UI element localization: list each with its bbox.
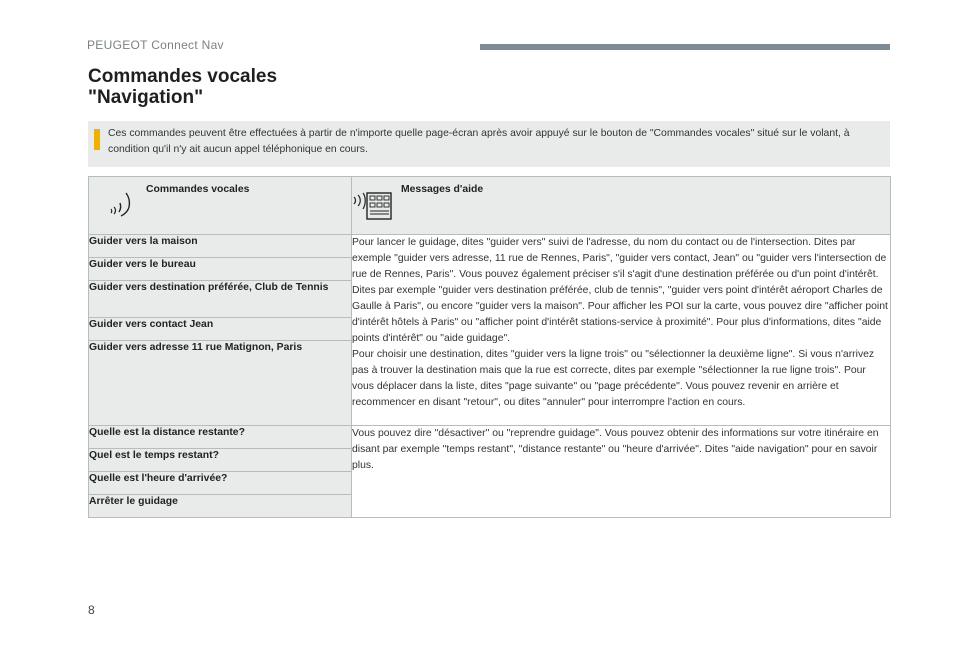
info-note (88, 121, 890, 167)
voice-command-icon (109, 189, 137, 224)
help-cell-route-info: Vous pouvez dire "désactiver" ou "reprendre guidage". Vous pouvez obtenir des informations sur votre itinéraire en disant par exemple "temps restant", "distance restante" ou "heure d'arrivée". Dites "aide navigation" pour en savoir plus. (352, 426, 891, 518)
command-cell: Quelle est la distance restante? (89, 426, 352, 449)
column-header-commands (89, 177, 352, 235)
header-bar (480, 44, 890, 50)
page-number: 8 (88, 603, 95, 617)
voice-help-screen-icon (351, 187, 395, 226)
column-header-help (352, 177, 891, 235)
command-cell: Guider vers le bureau (89, 258, 352, 281)
help-text-guidance: Pour lancer le guidage, dites "guider vers" suivi de l'adresse, du nom du contact ou de l'intersection. Dites par exemple "guider vers adresse, 11 rue de Rennes, Paris", "guider vers contact, Jean" ou "guider vers l'intersection de rue de Rennes, Paris". Vous pouvez également préciser s'il s'agit d'une destination préférée ou d'un point d'intérêt. Dites par exemple "guider vers destination préférée, club de tennis", "guider vers point d'intérêt aéroport Charles de Gaulle à Paris", ou encore "guider vers la maison". Pour afficher les POI sur la carte, vous pouvez dire "afficher point d'intérêt hôtels à Paris" ou "afficher point d'intérêt stations-service à proximité". Pour plus d'informations, dites "aide points d'intérêt" ou "aide guidage". (352, 237, 888, 344)
help-text-selection: Pour choisir une destination, dites "guider vers la ligne trois" ou "sélectionner la deuxième ligne". Si vous n'arrivez pas à trouver la destination mais que la rue est correcte, dites par exemple "sélectionner la rue ligne trois". Pour vous déplacer dans la liste, dites "page suivante" ou "page précédente". Vous pouvez revenir en arrière et recommencer en disant "retour", ou dites "annuler" pour interrompre l'action en cours. (352, 349, 875, 408)
command-cell: Guider vers la maison (89, 235, 352, 258)
page-title-line-2: "Navigation" (88, 87, 204, 108)
brand-label: PEUGEOT Connect Nav (87, 38, 224, 52)
command-cell: Guider vers destination préférée, Club de Tennis (89, 281, 352, 318)
page-title (88, 66, 277, 108)
table-header-row (89, 177, 891, 235)
page-title-line-1: Commandes vocales (88, 66, 278, 87)
command-cell: Arrêter le guidage (89, 495, 352, 518)
voice-commands-table (88, 176, 891, 518)
column-header-commands-label: Commandes vocales (146, 184, 250, 195)
command-cell: Quelle est l'heure d'arrivée? (89, 472, 352, 495)
table-row (89, 235, 891, 258)
command-cell: Quel est le temps restant? (89, 449, 352, 472)
help-cell-navigation (352, 235, 891, 426)
column-header-help-label: Messages d'aide (401, 184, 484, 195)
info-stripe-icon (94, 129, 100, 150)
table-row (89, 426, 891, 449)
command-cell: Guider vers adresse 11 rue Matignon, Paris (89, 341, 352, 426)
command-cell: Guider vers contact Jean (89, 318, 352, 341)
info-note-text: Ces commandes peuvent être effectuées à partir de n'importe quelle page-écran après avoir appuyé sur le bouton de "Commandes vocales" situé sur le volant, à condition qu'il n'y ait aucun appel téléphonique en cours. (108, 128, 850, 155)
